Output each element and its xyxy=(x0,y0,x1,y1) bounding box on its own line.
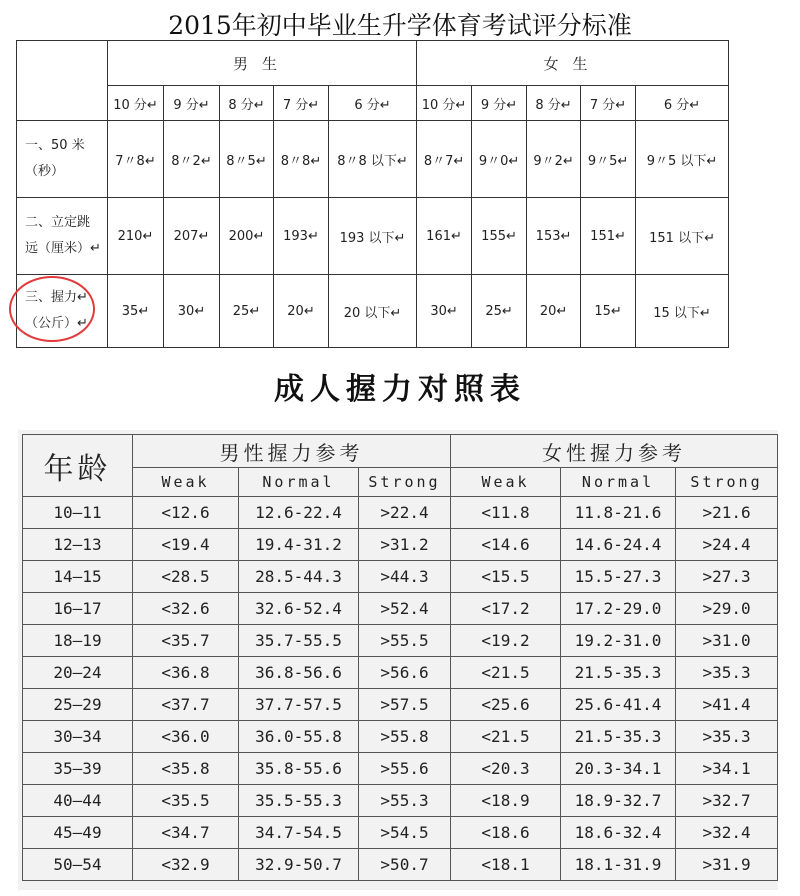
column-header: Normal xyxy=(561,468,676,497)
value-cell: 34.7-54.5 xyxy=(239,817,359,849)
value-cell: >54.5 xyxy=(359,817,451,849)
table-cell: 25↵ xyxy=(220,275,274,348)
table-cell: 161↵ xyxy=(417,198,472,275)
age-cell: 14—15 xyxy=(23,561,133,593)
table-cell: 8〃7↵ xyxy=(417,121,472,198)
score-header: 10 分↵ xyxy=(417,86,472,121)
value-cell: <34.7 xyxy=(133,817,239,849)
value-cell: 20.3-34.1 xyxy=(561,753,676,785)
value-cell: >50.7 xyxy=(359,849,451,881)
table-row xyxy=(23,593,778,625)
table-cell: 207↵ xyxy=(164,198,220,275)
value-cell: <15.5 xyxy=(451,561,561,593)
grip-table-body xyxy=(23,497,778,881)
table-row xyxy=(23,721,778,753)
value-cell: 11.8-21.6 xyxy=(561,497,676,529)
value-cell: 36.0-55.8 xyxy=(239,721,359,753)
row-label-line2: （公斤）↵ xyxy=(25,316,88,331)
score-header: 9 分↵ xyxy=(164,86,220,121)
value-cell: >29.0 xyxy=(676,593,778,625)
column-header: Strong xyxy=(676,468,778,497)
value-cell: >21.6 xyxy=(676,497,778,529)
value-cell: <28.5 xyxy=(133,561,239,593)
table-cell: 25↵ xyxy=(472,275,527,348)
value-cell: 12.6-22.4 xyxy=(239,497,359,529)
age-cell: 18—19 xyxy=(23,625,133,657)
value-cell: >34.1 xyxy=(676,753,778,785)
value-cell: <18.6 xyxy=(451,817,561,849)
table-cell: 20↵ xyxy=(274,275,329,348)
value-cell: <35.8 xyxy=(133,753,239,785)
value-cell: <11.8 xyxy=(451,497,561,529)
value-cell: 15.5-27.3 xyxy=(561,561,676,593)
table-cell: 8〃8↵ xyxy=(274,121,329,198)
table-cell: 151 以下↵ xyxy=(636,198,729,275)
value-cell: >31.9 xyxy=(676,849,778,881)
score-header: 8 分↵ xyxy=(527,86,581,121)
female-grip-header: 女性握力参考 xyxy=(451,435,778,468)
value-cell: >35.3 xyxy=(676,721,778,753)
value-cell: <21.5 xyxy=(451,721,561,753)
value-cell: 25.6-41.4 xyxy=(561,689,676,721)
value-cell: 35.7-55.5 xyxy=(239,625,359,657)
female-header: 女生 xyxy=(417,41,729,86)
row-label-line2: 远（厘米）↵ xyxy=(25,241,101,256)
value-cell: 35.8-55.6 xyxy=(239,753,359,785)
value-cell: <19.2 xyxy=(451,625,561,657)
value-cell: <35.7 xyxy=(133,625,239,657)
table-cell: 9〃2↵ xyxy=(527,121,581,198)
value-cell: 28.5-44.3 xyxy=(239,561,359,593)
value-cell: 18.9-32.7 xyxy=(561,785,676,817)
value-cell: <19.4 xyxy=(133,529,239,561)
column-header: Normal xyxy=(239,468,359,497)
male-grip-header: 男性握力参考 xyxy=(133,435,451,468)
table-cell: 153↵ xyxy=(527,198,581,275)
row-label-line1: 三、握力↵ xyxy=(25,290,88,305)
value-cell: >52.4 xyxy=(359,593,451,625)
value-cell: 32.6-52.4 xyxy=(239,593,359,625)
table-cell: 200↵ xyxy=(220,198,274,275)
score-header: 6 分↵ xyxy=(636,86,729,121)
value-cell: >55.3 xyxy=(359,785,451,817)
table-cell: 7〃8↵ xyxy=(108,121,164,198)
table-cell: 9〃5 以下↵ xyxy=(636,121,729,198)
age-cell: 12—13 xyxy=(23,529,133,561)
table-cell: 8〃5↵ xyxy=(220,121,274,198)
table-row xyxy=(23,497,778,529)
corner-cell xyxy=(17,41,108,121)
red-circle-highlight xyxy=(9,276,95,342)
value-cell: >41.4 xyxy=(676,689,778,721)
table-cell: 30↵ xyxy=(417,275,472,348)
value-cell: >31.2 xyxy=(359,529,451,561)
table-cell: 155↵ xyxy=(472,198,527,275)
table-row xyxy=(23,689,778,721)
table-cell: 151↵ xyxy=(581,198,636,275)
value-cell: 18.6-32.4 xyxy=(561,817,676,849)
grip-strength-table xyxy=(22,434,778,881)
score-header: 7 分↵ xyxy=(581,86,636,121)
value-cell: <20.3 xyxy=(451,753,561,785)
column-header: Weak xyxy=(451,468,561,497)
score-header: 7 分↵ xyxy=(274,86,329,121)
table-cell: 35↵ xyxy=(108,275,164,348)
value-cell: 32.9-50.7 xyxy=(239,849,359,881)
table-row xyxy=(23,561,778,593)
table-row xyxy=(23,657,778,689)
row-label-line1: 一、50 米 xyxy=(25,138,85,153)
row-label-line1: 二、立定跳 xyxy=(25,215,91,230)
value-cell: <32.9 xyxy=(133,849,239,881)
value-cell: >55.6 xyxy=(359,753,451,785)
table-cell: 9〃0↵ xyxy=(472,121,527,198)
male-header: 男生 xyxy=(108,41,417,86)
value-cell: 14.6-24.4 xyxy=(561,529,676,561)
table-cell: 210↵ xyxy=(108,198,164,275)
table-row xyxy=(23,529,778,561)
value-cell: >32.4 xyxy=(676,817,778,849)
value-cell: <32.6 xyxy=(133,593,239,625)
table-cell: 30↵ xyxy=(164,275,220,348)
value-cell: <14.6 xyxy=(451,529,561,561)
value-cell: <12.6 xyxy=(133,497,239,529)
value-cell: 36.8-56.6 xyxy=(239,657,359,689)
table-cell: 15 以下↵ xyxy=(636,275,729,348)
value-cell: <21.5 xyxy=(451,657,561,689)
value-cell: <18.1 xyxy=(451,849,561,881)
value-cell: <25.6 xyxy=(451,689,561,721)
row-label xyxy=(17,198,108,275)
column-header: Strong xyxy=(359,468,451,497)
value-cell: >55.8 xyxy=(359,721,451,753)
value-cell: >55.5 xyxy=(359,625,451,657)
table-cell: 193↵ xyxy=(274,198,329,275)
age-cell: 50—54 xyxy=(23,849,133,881)
score-header: 10 分↵ xyxy=(108,86,164,121)
value-cell: >56.6 xyxy=(359,657,451,689)
value-cell: 21.5-35.3 xyxy=(561,721,676,753)
grip-table-title: 成人握力对照表 xyxy=(274,372,526,407)
table-cell: 9〃5↵ xyxy=(581,121,636,198)
age-cell: 25—29 xyxy=(23,689,133,721)
value-cell: <17.2 xyxy=(451,593,561,625)
value-cell: >31.0 xyxy=(676,625,778,657)
score-header: 8 分↵ xyxy=(220,86,274,121)
value-cell: >35.3 xyxy=(676,657,778,689)
table-row xyxy=(23,817,778,849)
age-cell: 20—24 xyxy=(23,657,133,689)
age-cell: 45—49 xyxy=(23,817,133,849)
age-cell: 40—44 xyxy=(23,785,133,817)
age-header: 年龄 xyxy=(23,435,133,497)
score-header: 9 分↵ xyxy=(472,86,527,121)
value-cell: 17.2-29.0 xyxy=(561,593,676,625)
age-cell: 16—17 xyxy=(23,593,133,625)
table-cell: 20↵ xyxy=(527,275,581,348)
value-cell: 21.5-35.3 xyxy=(561,657,676,689)
table-row xyxy=(23,753,778,785)
age-cell: 35—39 xyxy=(23,753,133,785)
table-row xyxy=(23,785,778,817)
column-header: Weak xyxy=(133,468,239,497)
value-cell: >32.7 xyxy=(676,785,778,817)
table-row xyxy=(23,625,778,657)
value-cell: >22.4 xyxy=(359,497,451,529)
value-cell: 35.5-55.3 xyxy=(239,785,359,817)
value-cell: 18.1-31.9 xyxy=(561,849,676,881)
value-cell: 37.7-57.5 xyxy=(239,689,359,721)
table-row xyxy=(23,849,778,881)
value-cell: <18.9 xyxy=(451,785,561,817)
table-cell: 15↵ xyxy=(581,275,636,348)
table-cell: 193 以下↵ xyxy=(329,198,417,275)
age-cell: 30—34 xyxy=(23,721,133,753)
value-cell: <36.0 xyxy=(133,721,239,753)
value-cell: 19.4-31.2 xyxy=(239,529,359,561)
value-cell: 19.2-31.0 xyxy=(561,625,676,657)
document-title: 2015年初中毕业生升学体育考试评分标准 xyxy=(168,11,632,40)
value-cell: <35.5 xyxy=(133,785,239,817)
score-standard-table xyxy=(16,40,729,348)
value-cell: >27.3 xyxy=(676,561,778,593)
row-label xyxy=(17,121,108,198)
value-cell: <37.7 xyxy=(133,689,239,721)
value-cell: >44.3 xyxy=(359,561,451,593)
table-cell: 8〃8 以下↵ xyxy=(329,121,417,198)
score-header: 6 分↵ xyxy=(329,86,417,121)
table-cell: 8〃2↵ xyxy=(164,121,220,198)
table-cell: 20 以下↵ xyxy=(329,275,417,348)
value-cell: >24.4 xyxy=(676,529,778,561)
age-cell: 10—11 xyxy=(23,497,133,529)
value-cell: <36.8 xyxy=(133,657,239,689)
row-label-line2: （秒） xyxy=(25,164,65,179)
value-cell: >57.5 xyxy=(359,689,451,721)
